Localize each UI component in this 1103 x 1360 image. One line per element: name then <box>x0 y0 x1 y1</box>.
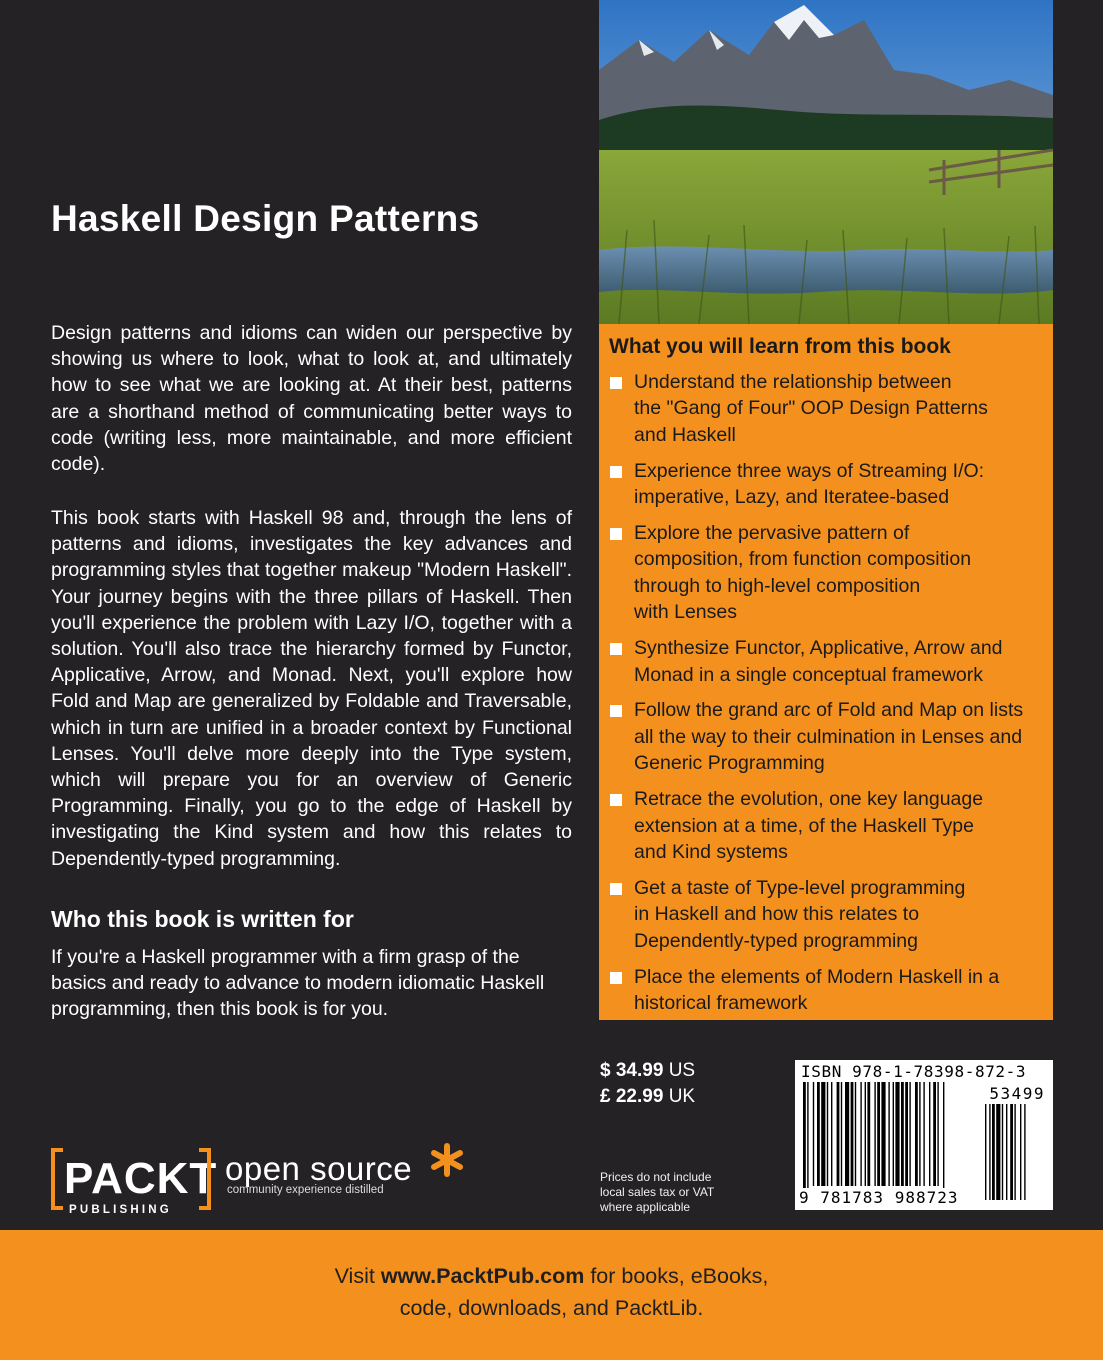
price-block <box>600 1058 695 1110</box>
barcode-addon-bar <box>1010 1104 1013 1200</box>
isbn-barcode <box>795 1060 1053 1210</box>
barcode-bar <box>837 1082 840 1186</box>
packtpub-link[interactable]: www.PacktPub.com <box>380 1264 585 1288</box>
barcode-bar <box>888 1082 889 1186</box>
square-bullet-icon <box>610 705 622 717</box>
packt-wordmark: PACKT <box>64 1154 218 1203</box>
learn-item: Understand the relationship between the "Gang of Four" OOP Design Patterns and Haskell <box>599 369 1053 448</box>
barcode-bar <box>860 1082 861 1186</box>
barcode-addon-bar <box>996 1104 1000 1200</box>
barcode-bar <box>807 1082 808 1192</box>
footer-text: Visit www.PacktPub.com for books, eBooks, code, downloads, and PacktLib. <box>334 1264 769 1320</box>
barcode-bar <box>929 1082 930 1186</box>
audience-heading: Who this book is written for <box>51 906 354 932</box>
square-bullet-icon <box>610 883 622 895</box>
imprint-tagline: community experience distilled <box>227 1184 384 1196</box>
learn-panel <box>599 324 1053 1020</box>
learn-item: Retrace the evolution, one key language extension at a time, of the Haskell Type and Kind systems <box>599 786 1053 865</box>
barcode-bar <box>943 1082 944 1192</box>
barcode-bar <box>851 1082 854 1186</box>
barcode-addon-bar <box>989 1104 990 1200</box>
barcode-addon-bar <box>1006 1104 1007 1200</box>
publishing-label: PUBLISHING <box>69 1204 172 1216</box>
barcode-addon-bar <box>1002 1104 1003 1200</box>
barcode-bar <box>874 1082 875 1186</box>
barcode-addon-bar <box>1020 1104 1021 1200</box>
learn-heading: What you will learn from this book <box>609 335 951 358</box>
barcode-bar <box>855 1082 856 1186</box>
barcode-bar <box>909 1082 910 1186</box>
learn-item: Get a taste of Type-level programming in Haskell and how this relates to Dependently-typed programming <box>599 875 1053 954</box>
barcode-bar <box>893 1082 894 1186</box>
learn-item: Follow the grand arc of Fold and Map on lists all the way to their culmination in Lenses and Generic Programming <box>599 697 1053 776</box>
barcode-bar <box>827 1082 828 1186</box>
audience-text: If you're a Haskell programmer with a firm grasp of the basics and ready to advance to modern idiomatic Haskell programming, then this book is for you. <box>51 946 545 1021</box>
barcode-bar <box>923 1082 924 1186</box>
barcode-bar <box>865 1082 866 1186</box>
barcode-bar <box>867 1082 870 1186</box>
book-title: Haskell Design Patterns <box>51 198 480 239</box>
barcode-bar <box>817 1082 820 1186</box>
bracket-left-icon <box>51 1148 63 1210</box>
learn-item: Experience three ways of Streaming I/O: imperative, Lazy, and Iteratee-based <box>599 458 1053 511</box>
barcode-bar <box>919 1082 920 1186</box>
square-bullet-icon <box>610 377 622 389</box>
barcode-bar <box>915 1082 918 1186</box>
cover-landscape-image <box>599 0 1053 324</box>
asterisk-icon <box>429 1142 465 1178</box>
barcode-addon-bar <box>985 1104 986 1200</box>
square-bullet-icon <box>610 794 622 806</box>
open-source-label: open source <box>225 1150 413 1187</box>
barcode-bar <box>895 1082 899 1186</box>
description-paragraph-2: This book starts with Haskell 98 and, through the lens of patterns and idioms, investigates the key advances and programming styles that together makeup "Modern Haskell". Your journey begins with the three pillars of Haskell. Then you'll experience the problem with Lazy I/O, together with a solution. You'll also trace the hierarchy formed by Functor, Applicative, Arrow, and Monad. Next, you'll explore how Fold and Map are generalized by Foldable and Traversable, which in turn are unified in a broader context by Functional Lenses. You'll delve more deeply into the Type system, which will prepare you for an overview of Generic Programming. Finally, you go to the edge of Haskell by investigating the Kind system and how this relates to Dependently-typed programming. <box>51 507 572 870</box>
learn-item: Explore the pervasive pattern of composition, from function composition through to high-level composition with Lenses <box>599 520 1053 626</box>
price-note: Prices do not include local sales tax or VAT where applicable <box>600 1170 715 1214</box>
square-bullet-icon <box>610 466 622 478</box>
learn-item: Place the elements of Modern Haskell in a historical framework <box>599 964 1053 1017</box>
learn-item: Synthesize Functor, Applicative, Arrow and Monad in a single conceptual framework <box>599 635 1053 688</box>
barcode-bar <box>803 1082 806 1192</box>
barcode-bar <box>881 1082 885 1186</box>
barcode-addon-bar <box>992 1104 995 1200</box>
barcode-bar <box>877 1082 880 1186</box>
square-bullet-icon <box>610 643 622 655</box>
ean-digits: 9 781783 988723 <box>799 1188 959 1207</box>
barcode-bar <box>905 1082 908 1186</box>
bracket-right-icon <box>199 1148 211 1210</box>
barcode-bar <box>841 1082 842 1186</box>
packt-logo <box>51 1148 471 1218</box>
barcode-bar <box>901 1082 904 1186</box>
square-bullet-icon <box>610 972 622 984</box>
footer-banner <box>0 1230 1103 1360</box>
description-paragraph-1: Design patterns and idioms can widen our perspective by showing us where to look, what to look at, and ultimately how to see what we are looking at. At their best, patterns are a shorthand method of communicating better ways to code (writing less, more maintainable, and more efficient code). <box>51 322 572 476</box>
price-us: $ 34.99 US <box>600 1060 696 1081</box>
barcode-addon-bar <box>1014 1104 1015 1200</box>
square-bullet-icon <box>610 528 622 540</box>
barcode-addon-bar <box>1024 1104 1025 1200</box>
barcode-bar <box>831 1082 832 1186</box>
barcode-bar <box>937 1082 938 1186</box>
barcode-bar <box>821 1082 825 1186</box>
price-addon-code: 53499 <box>989 1084 1045 1103</box>
learn-list <box>599 369 1053 1026</box>
barcode-bar <box>813 1082 814 1186</box>
barcode-bar <box>845 1082 849 1186</box>
barcode-bar <box>933 1082 936 1186</box>
price-uk: £ 22.99 UK <box>600 1086 696 1107</box>
isbn-text: ISBN 978-1-78398-872-3 <box>801 1062 1027 1081</box>
